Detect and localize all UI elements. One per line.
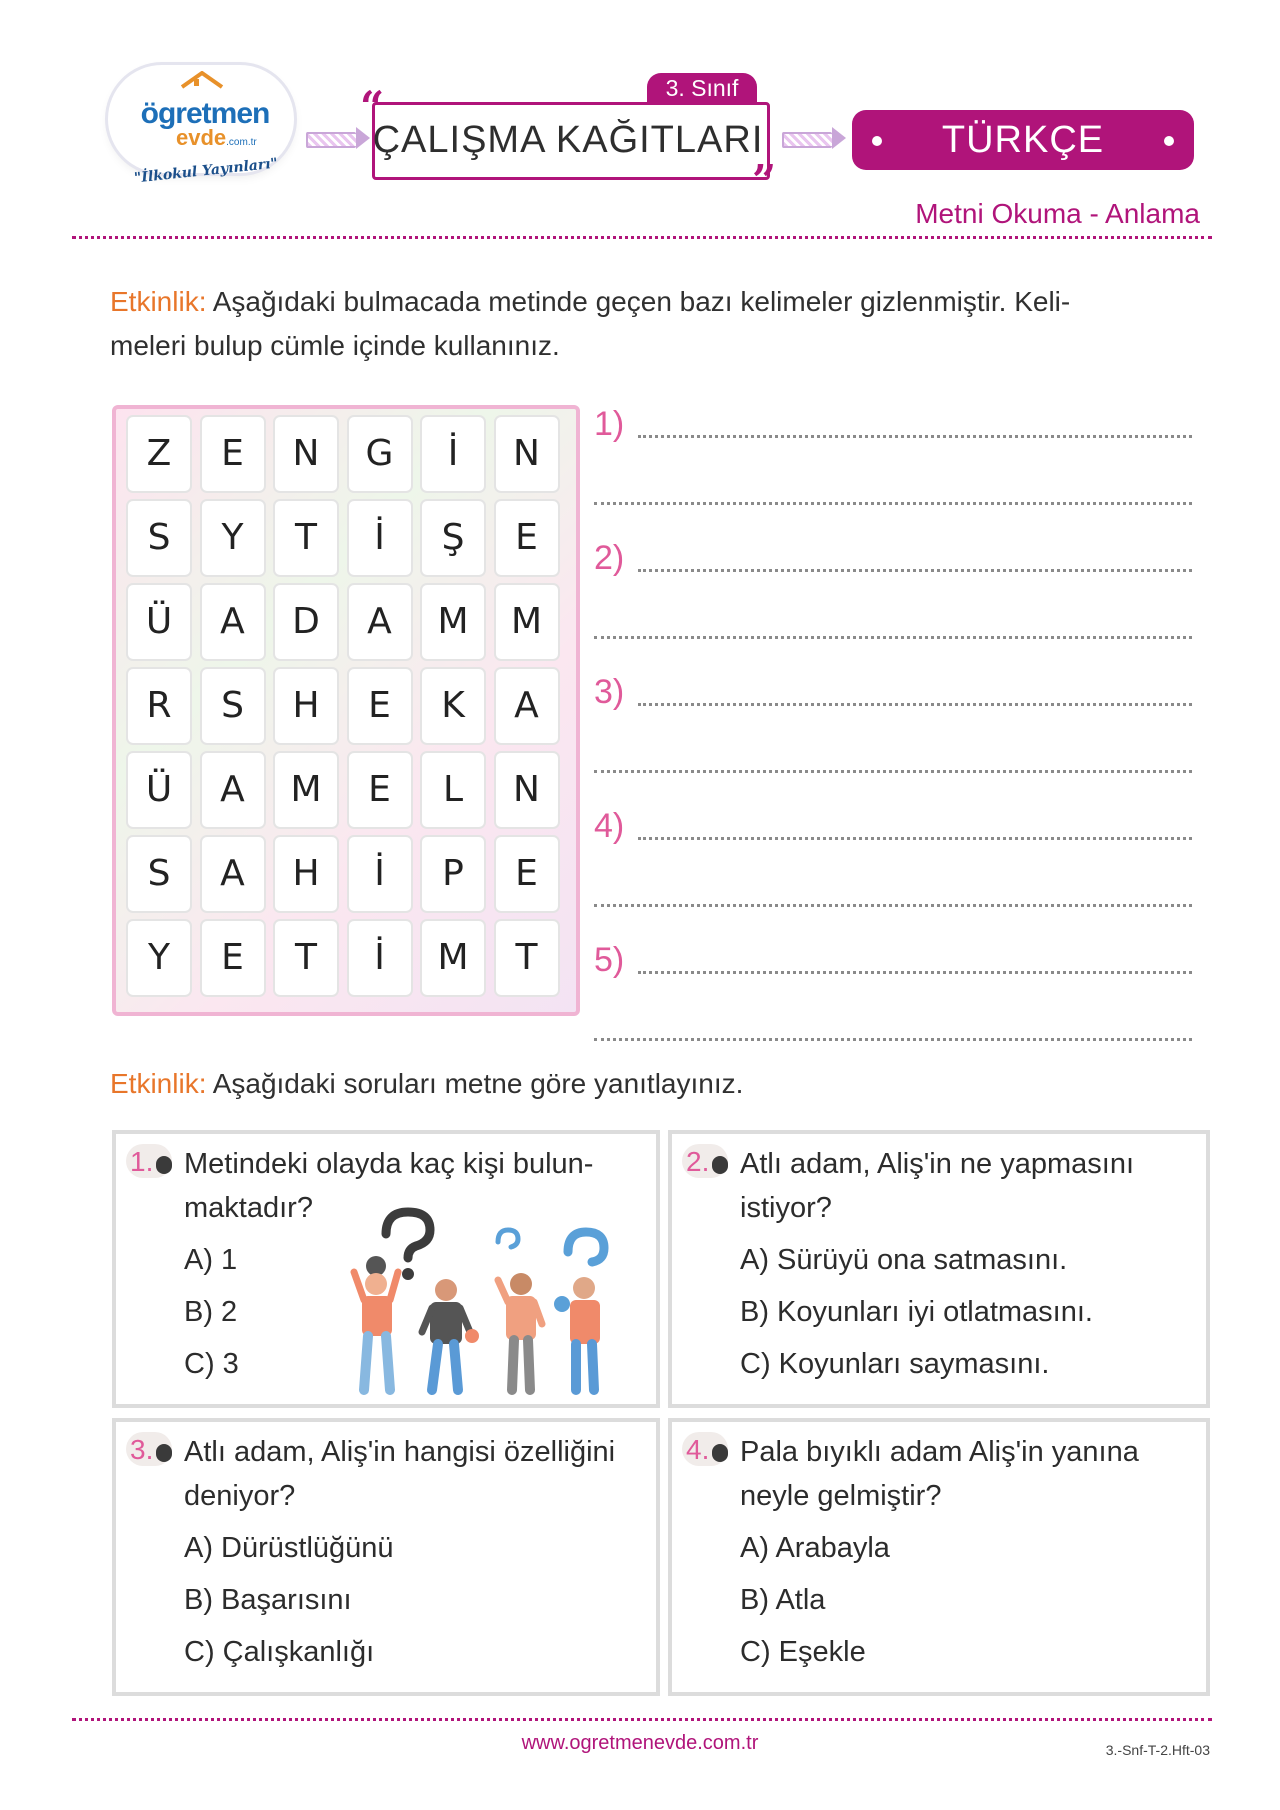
grid-cell: Y xyxy=(200,499,266,577)
option-b: B) Koyunları iyi otlatmasını. xyxy=(740,1296,1093,1328)
footer-code: 3.-Snf-T-2.Hft-03 xyxy=(1105,1742,1210,1758)
grid-cell: S xyxy=(200,667,266,745)
answer-number: 1) xyxy=(594,405,625,443)
grid-cell: T xyxy=(273,919,339,997)
question-text: Atlı adam, Aliş'in ne yapmasını istiyor? xyxy=(740,1148,1135,1224)
subject-label: TÜRKÇE xyxy=(941,119,1105,161)
logo-main-text: ögretmen xyxy=(140,97,270,130)
arrow-right-icon xyxy=(782,132,832,148)
grid-cell: M xyxy=(273,751,339,829)
option-c: C) Eşekle xyxy=(740,1636,866,1668)
answer-number: 5) xyxy=(594,941,625,979)
quote-close-icon: ” xyxy=(752,156,777,205)
question-text: Pala bıyıklı adam Aliş'in yanına neyle gelmiştir? xyxy=(740,1436,1139,1512)
quote-open-icon: “ xyxy=(360,82,385,131)
grid-cell: M xyxy=(494,583,560,661)
bullet-icon xyxy=(872,136,882,146)
grid-cell: T xyxy=(494,919,560,997)
footer-website: www.ogretmenevde.com.tr xyxy=(521,1732,759,1754)
logo-evde-text: evde xyxy=(176,125,227,150)
question-text: Atlı adam, Aliş'in hangisi özelliğini deniyor? xyxy=(184,1436,616,1512)
grid-cell: Y xyxy=(126,919,192,997)
logo-domain-text: .com.tr xyxy=(226,137,257,148)
grid-cell: A xyxy=(347,583,413,661)
activity2-instruction xyxy=(110,1068,743,1100)
topic-label: Metni Okuma - Anlama xyxy=(915,198,1200,229)
grid-cell: N xyxy=(494,751,560,829)
question-box-2 xyxy=(668,1130,1210,1408)
question-box-3 xyxy=(112,1418,660,1696)
option-b: B) Başarısını xyxy=(184,1584,352,1616)
grid-cell: S xyxy=(126,499,192,577)
grid-cell: E xyxy=(200,919,266,997)
grid-cell: N xyxy=(494,415,560,493)
page-title: ÇALIŞMA KAĞITLARI xyxy=(372,119,764,161)
grid-cell: A xyxy=(200,583,266,661)
subject-badge xyxy=(852,110,1194,170)
grid-cell: A xyxy=(200,751,266,829)
grid-cell: N xyxy=(273,415,339,493)
question-text: Metindeki olayda kaç kişi bulun- maktadır? xyxy=(184,1148,594,1224)
grid-cell: M xyxy=(420,583,486,661)
grid-cell: Ü xyxy=(126,751,192,829)
option-b: B) Atla xyxy=(740,1584,826,1616)
answer-line[interactable] xyxy=(638,971,1192,974)
option-c: C) Çalışkanlığı xyxy=(184,1636,375,1668)
question-number-badge xyxy=(678,1428,734,1480)
grid-cell: S xyxy=(126,835,192,913)
grid-cell: H xyxy=(273,835,339,913)
grid-cell: D xyxy=(273,583,339,661)
option-a: A) 1 xyxy=(184,1244,238,1276)
question-box-4 xyxy=(668,1418,1210,1696)
activity1-text: Aşağıdaki bulmacada metinde geçen bazı kelimeler gizlenmiştir. Keli- meleri bulup cümle içinde kullanınız. xyxy=(110,286,1071,361)
grid-cell: P xyxy=(420,835,486,913)
grid-cell: E xyxy=(494,499,560,577)
publisher-logo xyxy=(100,55,300,205)
answer-line[interactable] xyxy=(594,502,1192,505)
option-c: C) Koyunları saymasını. xyxy=(740,1348,1050,1380)
grid-cell: E xyxy=(347,667,413,745)
option-a: A) Dürüstlüğünü xyxy=(184,1532,394,1564)
question-number: 1. xyxy=(130,1146,154,1177)
activity2-text: Aşağıdaki soruları metne göre yanıtlayınız. xyxy=(206,1068,744,1099)
option-b: B) 2 xyxy=(184,1296,238,1328)
activity1-instruction xyxy=(110,280,1140,368)
question-number-badge xyxy=(122,1428,178,1480)
answer-line[interactable] xyxy=(594,636,1192,639)
grid-cell: Z xyxy=(126,415,192,493)
option-a: A) Arabayla xyxy=(740,1532,890,1564)
question-number: 4. xyxy=(686,1434,710,1465)
answer-line[interactable] xyxy=(638,569,1192,572)
activity1-label: Etkinlik: xyxy=(110,286,207,317)
answer-number: 3) xyxy=(594,673,625,711)
answer-line[interactable] xyxy=(638,435,1192,438)
divider xyxy=(72,236,1212,239)
option-a: A) Sürüyü ona satmasını. xyxy=(740,1244,1068,1276)
grid-cell: İ xyxy=(347,835,413,913)
question-number-badge xyxy=(122,1140,178,1192)
question-number: 2. xyxy=(686,1146,710,1177)
divider xyxy=(72,1718,1212,1721)
answer-number: 4) xyxy=(594,807,625,845)
grid-cell: E xyxy=(347,751,413,829)
option-c: C) 3 xyxy=(184,1348,239,1380)
grid-cell: G xyxy=(347,415,413,493)
grid-cell: E xyxy=(200,415,266,493)
answer-line[interactable] xyxy=(594,770,1192,773)
grid-cell: K xyxy=(420,667,486,745)
grid-cell: L xyxy=(420,751,486,829)
answer-number: 2) xyxy=(594,539,625,577)
grid-cell: İ xyxy=(347,919,413,997)
answer-line[interactable] xyxy=(638,837,1192,840)
grid-cell: M xyxy=(420,919,486,997)
grid-cell: A xyxy=(494,667,560,745)
grade-tag: 3. Sınıf xyxy=(647,73,757,103)
grid-cell: Ş xyxy=(420,499,486,577)
bullet-icon xyxy=(1164,136,1174,146)
people-with-question-marks-illustration xyxy=(346,1192,636,1397)
logo-subtitle: "İlkokul Yayınları" xyxy=(133,155,279,187)
question-number-badge xyxy=(678,1140,734,1192)
grid-cell: E xyxy=(494,835,560,913)
question-number: 3. xyxy=(130,1434,154,1465)
grid-cell: İ xyxy=(420,415,486,493)
word-search-grid xyxy=(112,405,580,1016)
activity2-label: Etkinlik: xyxy=(110,1068,207,1099)
grid-cell: Ü xyxy=(126,583,192,661)
answer-line[interactable] xyxy=(594,904,1192,907)
answer-line[interactable] xyxy=(594,1038,1192,1041)
arrow-right-icon xyxy=(306,132,356,148)
grid-cell: H xyxy=(273,667,339,745)
question-box-1 xyxy=(112,1130,660,1408)
grid-cell: İ xyxy=(347,499,413,577)
answer-line[interactable] xyxy=(638,703,1192,706)
grid-cell: A xyxy=(200,835,266,913)
grid-cell: T xyxy=(273,499,339,577)
grid-cell: R xyxy=(126,667,192,745)
